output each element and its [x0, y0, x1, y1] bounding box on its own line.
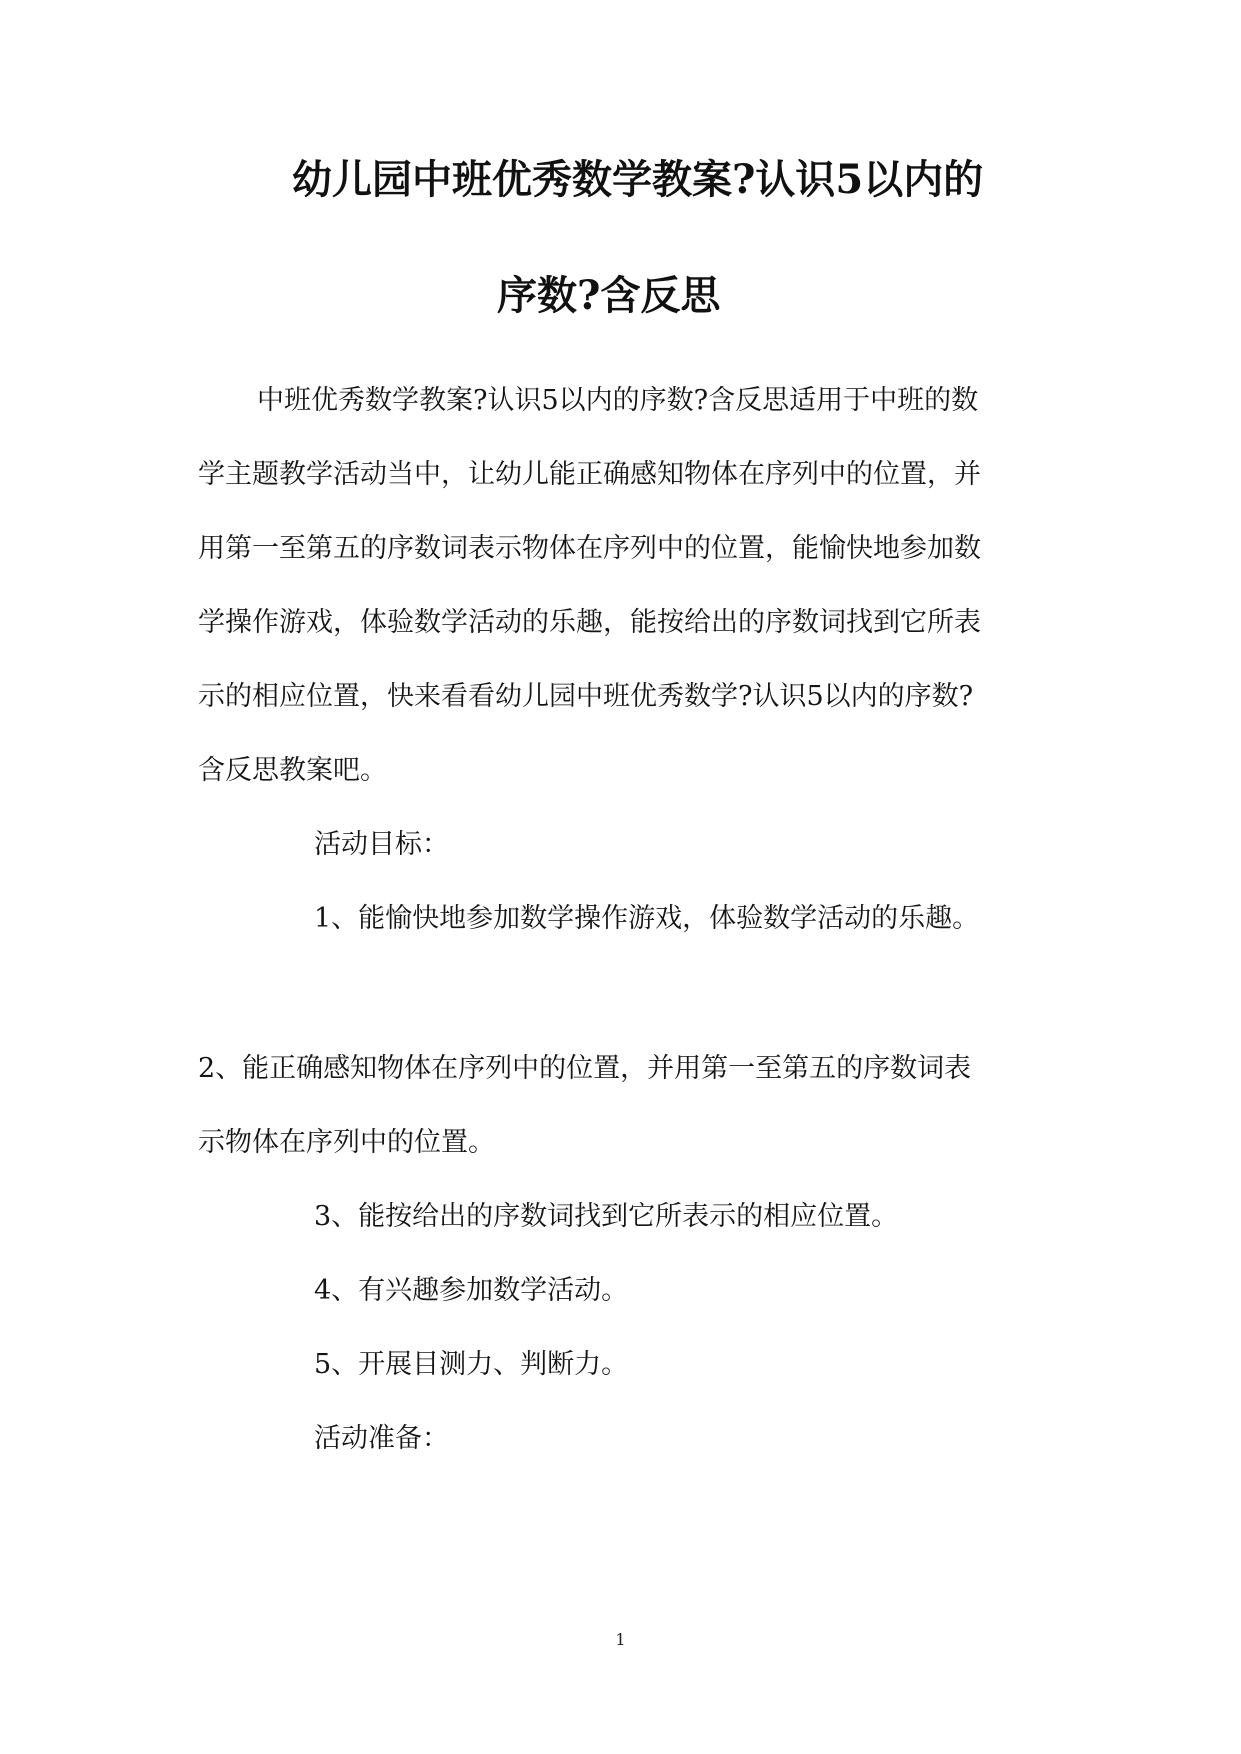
intro-line-6: 含反思教案吧。	[198, 755, 387, 786]
goal-item-3: 3、能按给出的序数词找到它所表示的相应位置。	[314, 1201, 899, 1232]
goal-item-5: 5、开展目测力、判断力。	[314, 1349, 629, 1380]
goal-item-2-line-2: 示物体在序列中的位置。	[198, 1127, 495, 1158]
intro-line-5: 示的相应位置，快来看看幼儿园中班优秀数学?认识5以内的序数?	[198, 681, 974, 712]
intro-line-1: 中班优秀数学教案?认识5以内的序数?含反思适用于中班的数	[257, 385, 979, 416]
goal-item-1: 1、能愉快地参加数学操作游戏，体验数学活动的乐趣。	[314, 903, 980, 934]
goal-item-2-line-1: 2、能正确感知物体在序列中的位置，并用第一至第五的序数词表	[198, 1053, 972, 1084]
prep-heading: 活动准备：	[314, 1423, 449, 1454]
document-title-line-1: 幼儿园中班优秀数学教案?认识5以内的	[292, 156, 984, 203]
page-number: 1	[615, 1630, 626, 1649]
goals-heading: 活动目标：	[314, 829, 449, 860]
intro-line-3: 用第一至第五的序数词表示物体在序列中的位置，能愉快地参加数	[198, 533, 981, 564]
intro-line-2: 学主题教学活动当中，让幼儿能正确感知物体在序列中的位置，并	[198, 459, 981, 490]
goal-item-4: 4、有兴趣参加数学活动。	[314, 1275, 629, 1306]
document-title-line-2: 序数?含反思	[497, 272, 721, 319]
intro-line-4: 学操作游戏，体验数学活动的乐趣，能按给出的序数词找到它所表	[198, 607, 981, 638]
